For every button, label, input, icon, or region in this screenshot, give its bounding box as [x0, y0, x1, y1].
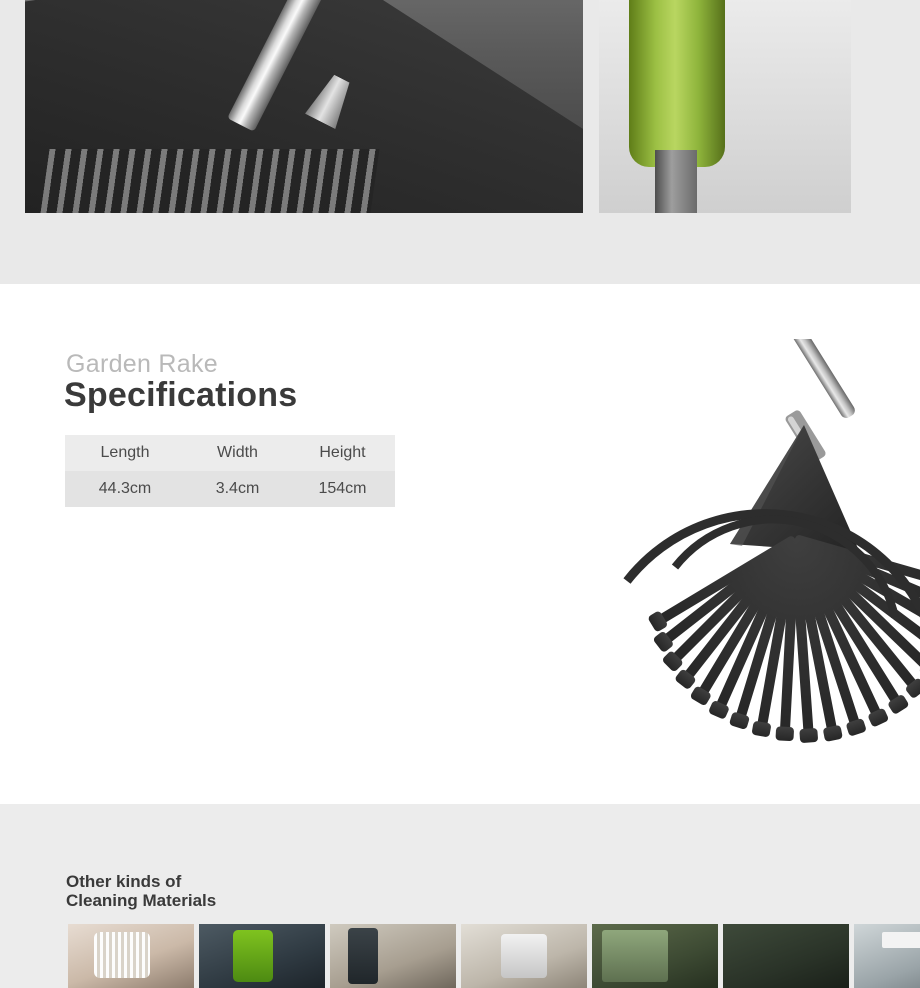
spec-kicker: Garden Rake: [66, 350, 218, 378]
thumbnail-soap-dispenser-brush[interactable]: [199, 924, 325, 988]
thumbnail-flat-mop[interactable]: [461, 924, 587, 988]
spec-title: Specifications: [64, 376, 298, 414]
specifications-section: [0, 284, 920, 804]
table-header-row: [65, 435, 395, 471]
other-products-title-line1: Other kinds of: [66, 872, 182, 891]
green-grip: [629, 0, 725, 167]
rake-tines: [41, 149, 380, 213]
column-header-width: Width: [217, 444, 258, 461]
specifications-table: [65, 435, 395, 507]
thumbnail-window-squeegee[interactable]: [854, 924, 920, 988]
value-length: 44.3cm: [98, 480, 152, 497]
table-row: [65, 471, 395, 507]
other-products-title: [66, 872, 216, 910]
value-height: 154cm: [318, 480, 367, 497]
other-products-section: [0, 804, 920, 988]
garden-rake-illustration: [430, 339, 920, 799]
column-header-height: Height: [319, 444, 366, 461]
value-width: 3.4cm: [215, 480, 260, 497]
other-products-title-line2: Cleaning Materials: [66, 891, 217, 910]
metal-shaft: [655, 150, 697, 213]
rake-head-closeup-image: [25, 0, 583, 213]
thumbnail-broom-holder-rack[interactable]: [592, 924, 718, 988]
column-header-length: Length: [100, 444, 150, 461]
rake-green-grip-image: [599, 0, 851, 213]
photo-band: [0, 0, 920, 284]
thumbnail-spin-mop-bucket[interactable]: [330, 924, 456, 988]
other-products-thumbnails: [68, 924, 920, 988]
thumbnail-dish-brush[interactable]: [68, 924, 194, 988]
thumbnail-garden-tools-rack[interactable]: [723, 924, 849, 988]
